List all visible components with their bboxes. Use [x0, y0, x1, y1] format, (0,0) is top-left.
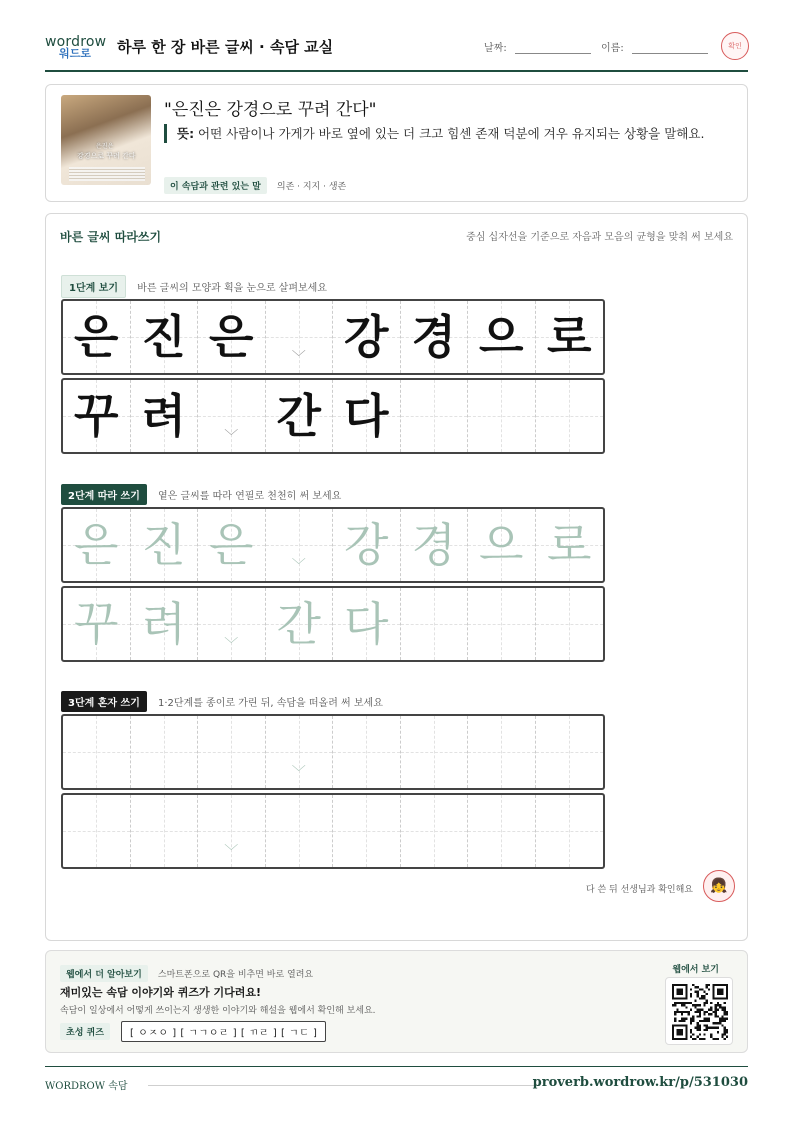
confirm-stamp-icon: 확인	[721, 32, 749, 60]
grid-cell[interactable]	[131, 716, 199, 788]
grid-cell[interactable]	[468, 509, 536, 581]
grid-cell	[333, 301, 401, 373]
logo-korean: 워드로	[59, 47, 91, 60]
grid-character: 강	[344, 310, 389, 364]
grid-cell[interactable]	[131, 795, 199, 867]
grid-cell	[198, 301, 266, 373]
grid-cell[interactable]	[401, 509, 469, 581]
grid-cell	[198, 380, 266, 452]
grid-character: 려	[141, 597, 186, 651]
step-2-header	[61, 484, 341, 505]
step-1-tag: 1단계 보기	[61, 275, 126, 298]
grid-character: 꾸	[74, 389, 119, 443]
date-field[interactable]	[484, 39, 591, 54]
space-marker-icon: ﹀	[224, 429, 239, 445]
grid-cell[interactable]	[333, 795, 401, 867]
space-marker-icon: ﹀	[224, 844, 239, 860]
web-description: 속담이 일상에서 어떻게 쓰이는지 생생한 이야기와 해설을 웹에서 확인해 보세요.	[60, 1006, 376, 1016]
web-view-label: 웹에서 보기	[672, 965, 719, 975]
grid-cell[interactable]	[63, 588, 131, 660]
name-label: 이름:	[601, 43, 624, 54]
grid-cell[interactable]	[266, 795, 334, 867]
grid-character: 은	[74, 518, 119, 572]
quiz-box: [ ㅇㅈㅇ ] [ ㄱㄱㅇㄹ ] [ ㄲㄹ ] [ ㄱㄷ ]	[121, 1021, 326, 1042]
space-marker-icon: ﹀	[224, 637, 239, 653]
grid-cell[interactable]	[536, 795, 604, 867]
grid-character: 강	[344, 518, 389, 572]
grid-cell	[131, 380, 199, 452]
grid-cell[interactable]	[536, 509, 604, 581]
proverb-meaning	[164, 124, 724, 143]
teacher-stamp-icon: 👧	[703, 870, 735, 902]
grid-cell[interactable]	[266, 588, 334, 660]
grid-cell	[63, 380, 131, 452]
step-3-desc: 1·2단계를 종이로 가린 뒤, 속담을 떠올려 써 보세요	[157, 698, 383, 709]
step-3-header	[61, 691, 383, 712]
grid-cell[interactable]	[266, 509, 334, 581]
grid-cell	[536, 301, 604, 373]
grid-cell[interactable]	[468, 716, 536, 788]
grid-cell	[63, 301, 131, 373]
web-more-section	[45, 950, 748, 1053]
grid-character: 다	[344, 389, 389, 443]
step-3-row-2[interactable]	[61, 793, 605, 869]
meaning-label: 뜻:	[177, 126, 195, 141]
web-tag: 웹에서 더 알아보기	[60, 965, 148, 982]
grid-cell[interactable]	[198, 588, 266, 660]
grid-cell[interactable]	[266, 716, 334, 788]
step-2-tag: 2단계 따라 쓰기	[61, 484, 147, 505]
meaning-text: 어떤 사람이나 가게가 바로 옆에 있는 더 크고 힘센 존재 덕분에 겨우 유지되는 상황을 말해요.	[194, 126, 705, 141]
step-3-row-1[interactable]	[61, 714, 605, 790]
practice-note: 중심 십자선을 기준으로 자음과 모음의 균형을 맞춰 써 보세요	[466, 232, 733, 243]
web-tag-desc: 스마트폰으로 QR을 비추면 바로 열려요	[157, 970, 314, 980]
grid-cell	[333, 380, 401, 452]
grid-cell[interactable]	[536, 716, 604, 788]
wordrow-logo	[45, 34, 109, 64]
proverb-card	[45, 84, 748, 202]
grid-character: 경	[411, 518, 456, 572]
page-header	[45, 30, 748, 72]
proverb-illustration	[61, 95, 151, 185]
step-2-desc: 옅은 글씨를 따라 연필로 천천히 써 보세요	[157, 491, 342, 502]
grid-cell[interactable]	[333, 588, 401, 660]
grid-character: 진	[141, 518, 186, 572]
space-marker-icon: ﹀	[291, 350, 306, 366]
name-blank[interactable]	[632, 42, 708, 54]
grid-cell	[468, 380, 536, 452]
grid-cell	[266, 301, 334, 373]
grid-cell[interactable]	[63, 795, 131, 867]
teacher-check-text: 다 쓴 뒤 선생님과 확인해요	[585, 885, 693, 895]
step-3-tag: 3단계 혼자 쓰기	[61, 691, 147, 712]
grid-cell[interactable]	[131, 588, 199, 660]
page-title: 하루 한 장 바른 글씨 · 속담 교실	[117, 38, 334, 56]
grid-character: 은	[209, 310, 254, 364]
handwriting-practice	[45, 213, 748, 941]
related-tag: 이 속담과 관련 있는 말	[164, 177, 267, 194]
web-headline: 재미있는 속담 이야기와 퀴즈가 기다려요!	[60, 986, 261, 999]
qr-code[interactable]	[665, 977, 733, 1045]
grid-cell[interactable]	[468, 795, 536, 867]
grid-cell[interactable]	[333, 509, 401, 581]
illustration-caption-2: 강경으로 꾸려 간다	[77, 152, 136, 160]
grid-character: 간	[276, 597, 321, 651]
date-label: 날짜:	[484, 43, 507, 54]
grid-character: 으	[479, 518, 524, 572]
grid-cell	[401, 380, 469, 452]
grid-character: 은	[209, 518, 254, 572]
step-2-row-1[interactable]	[61, 507, 605, 583]
step-2-row-2[interactable]	[61, 586, 605, 662]
footer-brand: WORDROW 속담	[45, 1081, 128, 1092]
grid-cell[interactable]	[131, 509, 199, 581]
grid-character: 려	[141, 389, 186, 443]
grid-cell[interactable]	[401, 716, 469, 788]
grid-character: 다	[344, 597, 389, 651]
date-blank[interactable]	[515, 42, 591, 54]
related-words-list: 의존 · 지지 · 생존	[276, 182, 347, 192]
grid-cell[interactable]	[198, 795, 266, 867]
grid-character: 간	[276, 389, 321, 443]
grid-cell[interactable]	[468, 588, 536, 660]
proverb-title: "은진은 강경으로 꾸려 간다"	[164, 100, 377, 120]
grid-cell[interactable]	[63, 509, 131, 581]
grid-character: 진	[141, 310, 186, 364]
practice-title: 바른 글씨 따라쓰기	[60, 230, 162, 244]
step-1-row-1	[61, 299, 605, 375]
initial-quiz	[60, 1021, 326, 1042]
space-marker-icon: ﹀	[291, 558, 306, 574]
grid-cell[interactable]	[198, 509, 266, 581]
footer-url[interactable]: proverb.wordrow.kr/p/531030	[532, 1075, 748, 1090]
footer-divider	[148, 1085, 538, 1086]
grid-cell	[266, 380, 334, 452]
logo-wordmark: wordrow	[45, 34, 107, 50]
space-marker-icon: ﹀	[291, 765, 306, 781]
grid-cell[interactable]	[63, 716, 131, 788]
grid-cell	[468, 301, 536, 373]
grid-cell[interactable]	[333, 716, 401, 788]
illustration-caption-1: 은진은	[96, 143, 114, 150]
grid-cell[interactable]	[401, 795, 469, 867]
grid-character: 로	[547, 518, 592, 572]
grid-cell[interactable]	[401, 588, 469, 660]
grid-character: 로	[547, 310, 592, 364]
grid-character: 경	[411, 310, 456, 364]
grid-cell	[131, 301, 199, 373]
step-1-row-2	[61, 378, 605, 454]
quiz-tag: 초성 퀴즈	[60, 1023, 110, 1040]
related-words	[164, 175, 346, 194]
grid-character: 으	[479, 310, 524, 364]
grid-cell[interactable]	[198, 716, 266, 788]
page-footer	[45, 1066, 748, 1096]
step-1-header	[61, 275, 327, 298]
web-tag-row	[60, 963, 313, 982]
grid-character: 꾸	[74, 597, 119, 651]
qr-code-icon	[672, 984, 728, 1040]
grid-character: 은	[74, 310, 119, 364]
grid-cell	[536, 380, 604, 452]
grid-cell	[401, 301, 469, 373]
step-1-desc: 바른 글씨의 모양과 획을 눈으로 살펴보세요	[137, 283, 327, 294]
grid-cell[interactable]	[536, 588, 604, 660]
name-field[interactable]	[601, 39, 708, 54]
illustration-text-lines	[69, 167, 145, 181]
